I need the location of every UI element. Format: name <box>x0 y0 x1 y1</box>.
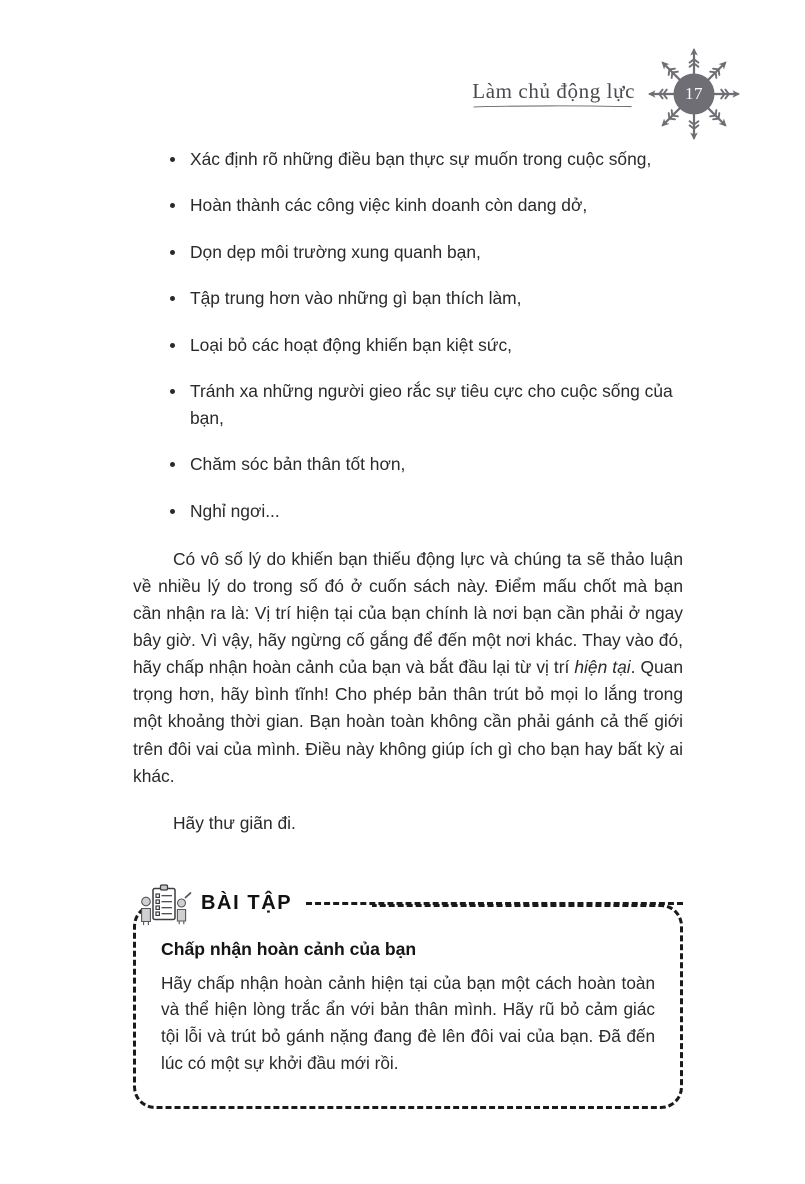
list-item: Nghỉ ngơi... <box>133 498 683 524</box>
exercise-heading: Chấp nhận hoàn cảnh của bạn <box>161 938 417 959</box>
exercise-body <box>133 904 683 1077</box>
paragraph-text-part-1: Có vô số lý do khiến bạn thiếu động lực và chúng ta sẽ thảo luận về nhiều lý do trong số đó ở cuốn sách này. Điểm mấu chốt mà bạn cần nhận ra là: Vị trí hiện tại của bạn chính là nơi bạn cần phải ở ngay bây giờ. Vì vậy, hãy ngừng cố gắng để đến một nơi khác. Thay vào đó, hãy chấp nhận hoàn cảnh của bạn và bắt đầu lại từ vị trí <box>133 549 683 678</box>
bullet-list <box>133 146 683 524</box>
page-content <box>133 146 683 1109</box>
body-paragraph-main <box>133 546 683 790</box>
exercise-text: Hãy chấp nhận hoàn cảnh hiện tại của bạn một cách hoàn toàn và thể hiện lòng trắc ẩn với bản thân mình. Hãy rũ bỏ cảm giác tội lỗi và trút bỏ gánh nặng đang đè lên đôi vai của bạn. Đã đến lúc có một sự khởi đầu mới rồi. <box>161 972 655 1074</box>
list-item: Dọn dẹp môi trường xung quanh bạn, <box>133 239 683 265</box>
exercise-label: BÀI TẬP <box>201 892 293 915</box>
exercise-callout <box>133 881 683 1109</box>
page-number-badge <box>645 45 743 143</box>
body-paragraph-closing: Hãy thư giãn đi. <box>173 812 296 833</box>
list-item: Tập trung hơn vào những gì bạn thích làm, <box>133 285 683 311</box>
list-item: Chăm sóc bản thân tốt hơn, <box>133 451 683 477</box>
title-underline-swash <box>474 105 633 108</box>
page-number: 17 <box>685 84 703 103</box>
list-item: Xác định rõ những điều bạn thực sự muốn trong cuộc sống, <box>133 146 683 172</box>
list-item: Hoàn thành các công việc kinh doanh còn dang dở, <box>133 192 683 218</box>
paragraph-text-part-2: . Quan trọng hơn, hãy bình tĩnh! Cho phép bản thân trút bỏ mọi lo lắng trong một khoảng thời gian. Bạn hoàn toàn không cần phải gánh cả thế giới trên đôi vai của mình. Điều này không giúp ích gì cho bạn hay bất kỳ ai khác. <box>133 657 683 786</box>
list-item: Tránh xa những người gieo rắc sự tiêu cực cho cuộc sống của bạn, <box>133 378 683 431</box>
header-title-block <box>472 78 649 108</box>
page-header <box>472 44 743 144</box>
paragraph-emphasis: hiện tại <box>574 657 631 678</box>
book-title: Làm chủ động lực <box>472 78 635 103</box>
list-item: Loại bỏ các hoạt động khiến bạn kiệt sức, <box>133 332 683 358</box>
